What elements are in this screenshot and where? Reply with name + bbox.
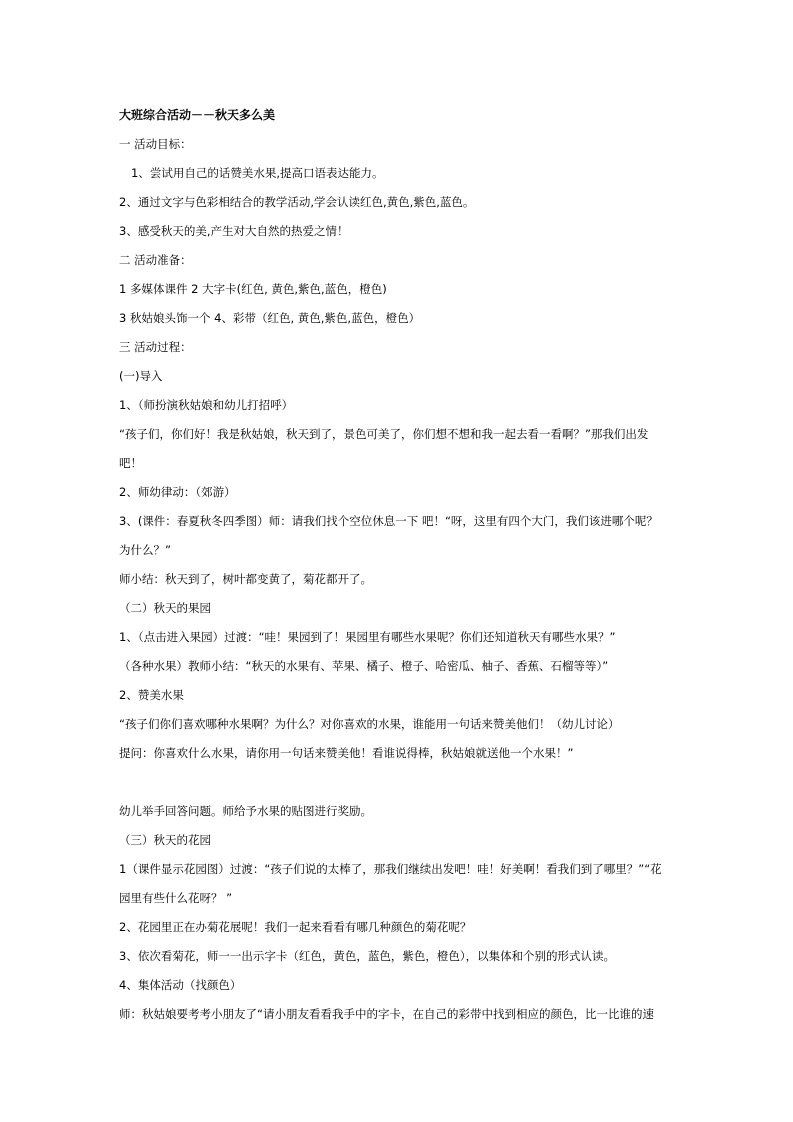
subsection-heading-orchard: （二）秋天的果园 <box>119 601 211 615</box>
paragraph-line: 幼儿举手回答问题。师给予水果的贴图进行奖励。 <box>119 804 372 818</box>
paragraph-line: 3 秋姑娘头饰一个 4、彩带（红色, 黄色,紫色,蓝色，橙色） <box>119 311 421 325</box>
section-heading-process: 三 活动过程： <box>119 340 192 354</box>
paragraph-line: 3、依次看菊花，师一一出示字卡（红色，黄色，蓝色，紫色，橙色），以集体和个别的形式认读。 <box>119 949 616 963</box>
blank-line <box>119 768 679 797</box>
section-heading-preparation: 二 活动准备： <box>119 253 192 267</box>
paragraph-line: 1、尝试用自己的话赞美水果,提高口语表达能力。 <box>131 166 384 180</box>
paragraph-line: 2、花园里正在办菊花展呢！我们一起来看看有哪几种颜色的菊花呢？ <box>119 920 472 934</box>
subsection-heading-intro: (一)导入 <box>119 369 163 383</box>
paragraph-line: 为什么？” <box>119 543 171 557</box>
paragraph-line: （各种水果）教师小结：“秋天的水果有、苹果、橘子、橙子、哈密瓜、柚子、香蕉、石榴等等）” <box>119 659 609 673</box>
paragraph-line: 吧！ <box>119 456 142 470</box>
paragraph-line: 园里有些什么花呀？ ” <box>119 891 233 905</box>
paragraph-line: 2、通过文字与色彩相结合的教学活动,学会认读红色,黄色,紫色,蓝色。 <box>119 195 475 209</box>
paragraph-line: 4、集体活动（找颜色） <box>119 978 242 992</box>
section-heading-goals: 一 活动目标： <box>119 137 192 151</box>
paragraph-line: 师小结：秋天到了，树叶都变黄了，菊花都开了。 <box>119 572 372 586</box>
document-title: 大班综合活动－－秋天多么美 <box>119 108 276 122</box>
document-body <box>119 101 679 1029</box>
paragraph-line: 1、（点击进入果园）过渡：“哇！果园到了！果园里有哪些水果呢？你们还知道秋天有哪些水果？” <box>119 630 616 644</box>
paragraph-line: 2、师幼律动：（郊游） <box>119 485 236 499</box>
paragraph-line: “孩子们，你们好！我是秋姑娘，秋天到了，景色可美了，你们想不想和我一起去看一看啊？”那我们出发 <box>119 427 649 441</box>
paragraph-line: “孩子们你们喜欢哪种水果啊？为什么？对你喜欢的水果，谁能用一句话来赞美他们！（幼儿讨论） <box>119 717 620 731</box>
paragraph-line: 提问：你喜欢什么水果，请你用一句话来赞美他！看谁说得棒，秋姑娘就送他一个水果！” <box>119 746 574 760</box>
paragraph-line: 2、赞美水果 <box>119 688 184 702</box>
paragraph-line: 师：秋姑娘要考考小朋友了“请小朋友看看我手中的字卡，在自己的彩带中找到相应的颜色，比一比谁的速 <box>119 1007 654 1021</box>
paragraph-line: 1 多媒体课件 2 大字卡(红色, 黄色,紫色,蓝色，橙色) <box>119 282 387 296</box>
subsection-heading-garden: （三）秋天的花园 <box>119 833 211 847</box>
paragraph-line: 3、感受秋天的美,产生对大自然的热爱之情！ <box>119 224 349 238</box>
paragraph-line: 3、(课件：春夏秋冬四季图）师：请我们找个空位休息一下 吧！“呀，这里有四个大门，我们该进哪个呢？ <box>119 514 658 528</box>
paragraph-line: 1、（师扮演秋姑娘和幼儿打招呼） <box>119 398 294 412</box>
paragraph-line: 1（课件显示花园图）过渡：“孩子们说的太棒了，那我们继续出发吧！哇！好美啊！看我们到了哪里？”“花 <box>119 862 662 876</box>
